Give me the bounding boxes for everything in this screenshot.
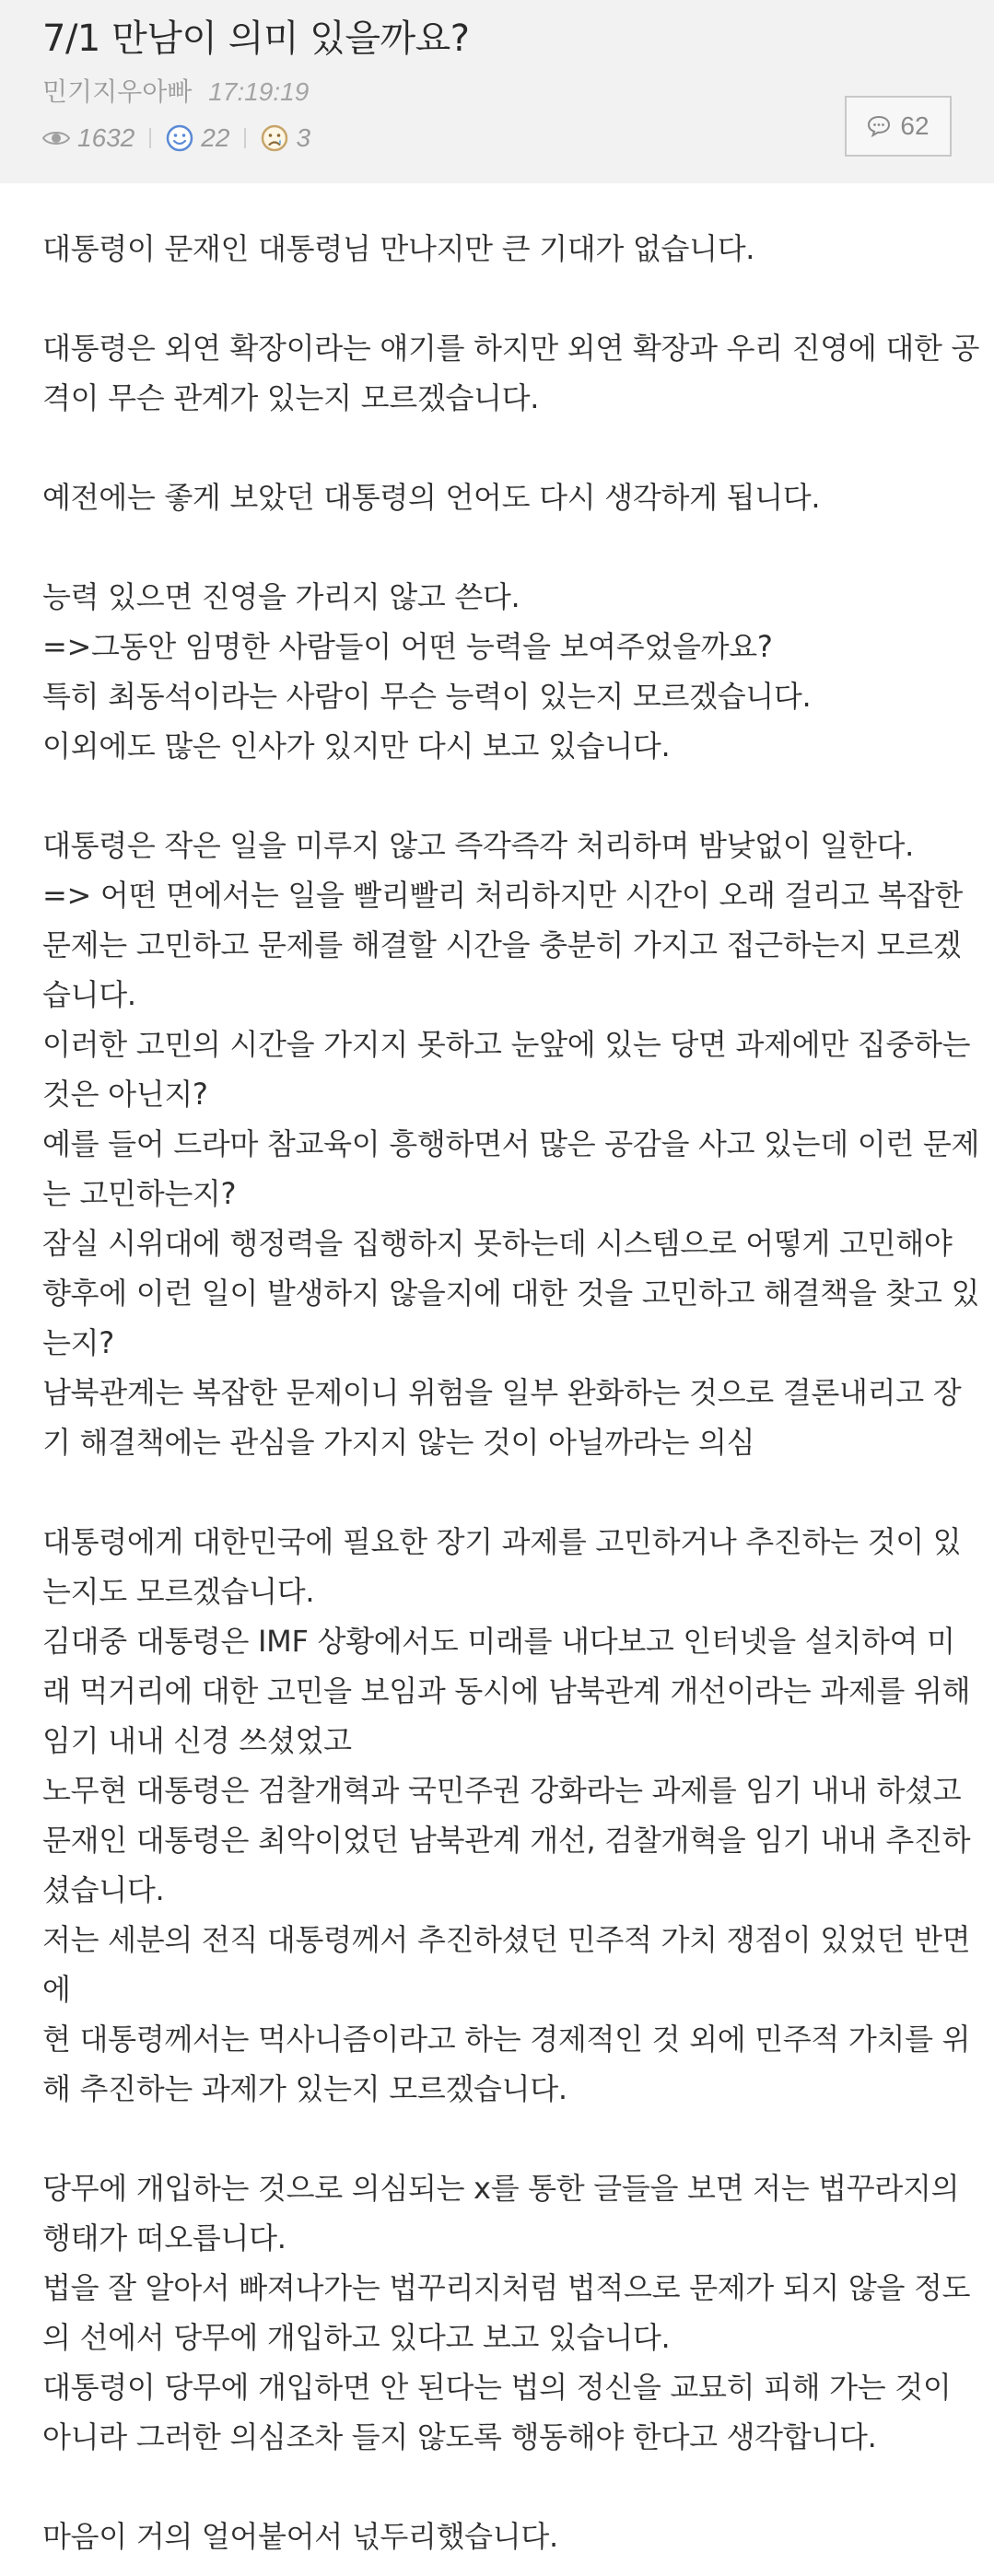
paragraph-line: 해 추진하는 과제가 있는지 모르겠습니다. bbox=[42, 2071, 567, 2106]
paragraph-line: =>그동안 임명한 사람들이 어떤 능력을 보여주었을까요? bbox=[42, 629, 773, 664]
paragraph-line: 는 고민하는지? bbox=[42, 1176, 237, 1211]
stat-divider bbox=[149, 128, 151, 148]
post-meta bbox=[42, 76, 952, 109]
paragraph-line: 문재인 대통령은 최악이었던 남북관계 개선, 검찰개혁을 임기 내내 추진하 bbox=[42, 1823, 971, 1858]
dislike-count-stat[interactable] bbox=[261, 122, 310, 155]
post-paragraph bbox=[42, 323, 980, 423]
paragraph-line: 능력 있으면 진영을 가리지 않고 쓴다. bbox=[42, 579, 520, 614]
paragraph-line: 행태가 떠오릅니다. bbox=[42, 2220, 287, 2255]
post-paragraph bbox=[42, 224, 952, 274]
post-paragraph bbox=[42, 821, 980, 1467]
like-count-stat[interactable] bbox=[166, 122, 229, 155]
paragraph-line: 대통령이 문재인 대통령님 만나지만 큰 기대가 없습니다. bbox=[42, 231, 755, 266]
stat-divider bbox=[244, 128, 246, 148]
dislike-count: 3 bbox=[296, 123, 311, 152]
paragraph-line: 특히 최동석이라는 사람이 무슨 능력이 있는지 모르겠습니다. bbox=[42, 679, 812, 714]
post-title: 7/1 만남이 의미 있을까요? bbox=[42, 17, 470, 60]
paragraph-line: 격이 무슨 관계가 있는지 모르겠습니다. bbox=[42, 380, 540, 415]
paragraph-line: 아니라 그러한 의심조차 들지 않도록 행동해야 한다고 생각합니다. bbox=[42, 2419, 877, 2454]
paragraph-line: 법을 잘 알아서 빠져나가는 법꾸리지처럼 법적으로 문제가 되지 않을 정도 bbox=[42, 2270, 971, 2305]
like-count: 22 bbox=[201, 123, 230, 152]
smile-icon[interactable] bbox=[166, 124, 193, 152]
eye-icon bbox=[42, 129, 70, 147]
paragraph-line: 습니다. bbox=[42, 977, 136, 1012]
paragraph-line: 셨습니다. bbox=[42, 1872, 165, 1907]
author-name[interactable]: 민기지우아빠 bbox=[42, 76, 193, 107]
post-paragraph bbox=[42, 1517, 971, 2114]
paragraph-line: 는지? bbox=[42, 1325, 114, 1360]
speech-bubble-icon bbox=[867, 115, 891, 137]
comment-count: 62 bbox=[900, 111, 930, 140]
paragraph-line: 당무에 개입하는 것으로 의심되는 x를 통한 글들을 보면 저는 법꾸라지의 bbox=[42, 2171, 960, 2206]
sad-face-icon[interactable] bbox=[261, 124, 288, 152]
post-paragraph bbox=[42, 472, 952, 522]
paragraph-line: 이외에도 많은 인사가 있지만 다시 보고 있습니다. bbox=[42, 729, 671, 763]
paragraph-line: 현 대통령께서는 먹사니즘이라고 하는 경제적인 것 외에 민주적 가치를 위 bbox=[42, 2022, 971, 2057]
paragraph-line: 예를 들어 드라마 참교육이 흥행하면서 많은 공감을 사고 있는데 이런 문제 bbox=[42, 1126, 980, 1161]
paragraph-line: 대통령에게 대한민국에 필요한 장기 과제를 고민하거나 추진하는 것이 있 bbox=[42, 1524, 962, 1559]
paragraph-line: 향후에 이런 일이 발생하지 않을지에 대한 것을 고민하고 해결책을 찾고 있 bbox=[42, 1276, 980, 1311]
paragraph-line: 마음이 거의 얼어붙어서 넋두리했습니다. bbox=[42, 2519, 558, 2554]
post-time: 17:19:19 bbox=[208, 77, 310, 106]
paragraph-line: 잠실 시위대에 행정력을 집행하지 못하는데 시스템으로 어떻게 고민해야 bbox=[42, 1226, 953, 1261]
paragraph-line: 대통령은 외연 확장이라는 얘기를 하지만 외연 확장과 우리 진영에 대한 공 bbox=[42, 331, 980, 366]
paragraph-line: 래 먹거리에 대한 고민을 보임과 동시에 남북관계 개선이라는 과제를 위해 bbox=[42, 1673, 971, 1708]
paragraph-line: 노무현 대통령은 검찰개혁과 국민주권 강화라는 과제를 임기 내내 하셨고 bbox=[42, 1773, 962, 1808]
paragraph-line: 기 해결책에는 관심을 가지지 않는 것이 아닐까라는 의심 bbox=[42, 1425, 755, 1460]
post-body bbox=[0, 183, 994, 2561]
post-paragraph bbox=[42, 572, 952, 771]
paragraph-line: 것은 아닌지? bbox=[42, 1077, 208, 1112]
paragraph-line: 남북관계는 복잡한 문제이니 위험을 일부 완화하는 것으로 결론내리고 장 bbox=[42, 1375, 962, 1410]
paragraph-line: 문제는 고민하고 문제를 해결할 시간을 충분히 가지고 접근하는지 모르겠 bbox=[42, 927, 962, 962]
comment-count-button[interactable] bbox=[845, 96, 952, 157]
paragraph-line: 대통령은 작은 일을 미루지 않고 즉각즉각 처리하며 밤낮없이 일한다. bbox=[42, 828, 914, 863]
paragraph-line: 예전에는 좋게 보았던 대통령의 언어도 다시 생각하게 됩니다. bbox=[42, 480, 821, 515]
paragraph-line: 에 bbox=[42, 1972, 71, 2007]
view-count: 1632 bbox=[77, 123, 135, 152]
post-paragraph bbox=[42, 2512, 952, 2561]
post-paragraph bbox=[42, 2163, 971, 2462]
paragraph-line: 임기 내내 신경 쓰셨었고 bbox=[42, 1723, 352, 1758]
paragraph-line: 의 선에서 당무에 개입하고 있다고 보고 있습니다. bbox=[42, 2320, 671, 2355]
view-count-stat bbox=[42, 122, 134, 155]
post-header bbox=[0, 0, 994, 183]
paragraph-line: => 어떤 면에서는 일을 빨리빨리 처리하지만 시간이 오래 걸리고 복잡한 bbox=[42, 878, 964, 913]
paragraph-line: 는지도 모르겠습니다. bbox=[42, 1574, 315, 1609]
paragraph-line: 저는 세분의 전직 대통령께서 추진하셨던 민주적 가치 쟁점이 있었던 반면 bbox=[42, 1922, 971, 1957]
paragraph-line: 김대중 대통령은 IMF 상황에서도 미래를 내다보고 인터넷을 설치하여 미 bbox=[42, 1624, 955, 1659]
paragraph-line: 이러한 고민의 시간을 가지지 못하고 눈앞에 있는 당면 과제에만 집중하는 bbox=[42, 1027, 971, 1062]
post-stats bbox=[42, 122, 952, 155]
paragraph-line: 대통령이 당무에 개입하면 안 된다는 법의 정신을 교묘히 피해 가는 것이 bbox=[42, 2370, 952, 2405]
